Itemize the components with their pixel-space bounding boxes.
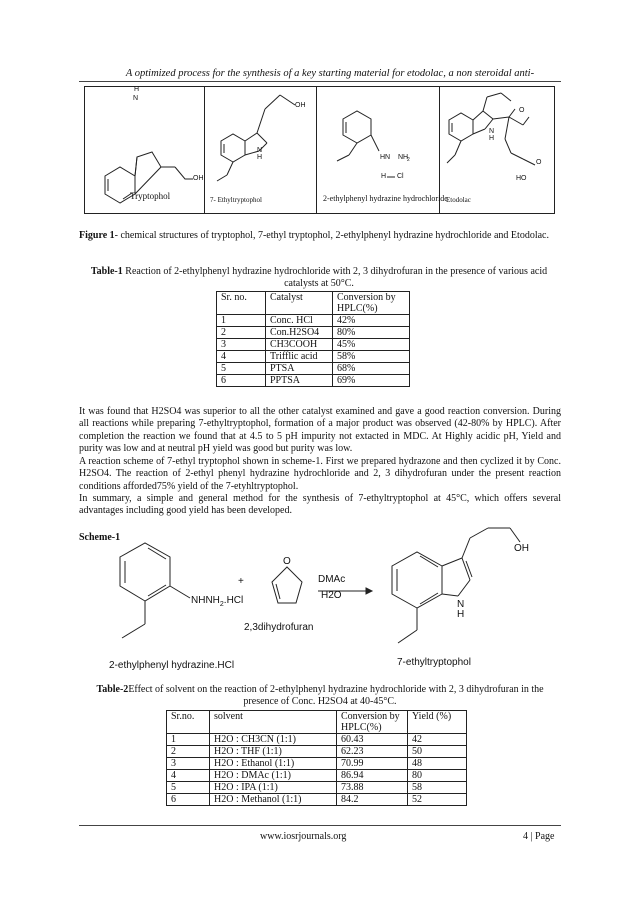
hydrazine-cl-label: Cl <box>397 173 404 180</box>
table-cell: 69% <box>333 375 410 387</box>
table-row <box>167 782 467 794</box>
table-header-cell: Sr. no. <box>217 292 266 315</box>
table-cell: Conc. HCl <box>266 315 333 327</box>
ethyltryptophol-n-label: N <box>257 147 263 154</box>
table-header-cell: Sr.no. <box>167 711 210 734</box>
scheme-reactant1-nhnh: NHNH <box>191 595 220 606</box>
table-cell: 6 <box>167 794 210 806</box>
etodolac-ho-label: HO <box>516 175 527 182</box>
table-1-caption-text: Reaction of 2-ethylphenyl hydrazine hydrochloride with 2, 3 dihydrofuran in the presence of various acid catalysts at 50°C. <box>122 266 548 289</box>
table-cell: 60.43 <box>337 734 408 746</box>
table-cell: 68% <box>333 363 410 375</box>
table-row <box>167 711 467 734</box>
table-cell: 84.2 <box>337 794 408 806</box>
hydrazine-hn-label: HN <box>380 154 391 161</box>
table-cell: H2O : CH3CN (1:1) <box>210 734 337 746</box>
table-cell: 5 <box>217 363 266 375</box>
table-cell: 6 <box>217 375 266 387</box>
table-cell: 2 <box>167 746 210 758</box>
table-cell: 3 <box>217 339 266 351</box>
table-cell: H2O : DMAc (1:1) <box>210 770 337 782</box>
table-2-caption-label: Table-2 <box>96 684 129 695</box>
table-cell: 73.88 <box>337 782 408 794</box>
table-header-cell: Catalyst <box>266 292 333 315</box>
ethyltryptophol-name: 7- Ethyltryptophol <box>210 196 262 204</box>
table-cell: 62.23 <box>337 746 408 758</box>
hydrazine-h-label: H <box>381 173 387 180</box>
scheme-1-label: Scheme-1 <box>79 532 121 543</box>
table-header-cell: Conversion by HPLC(%) <box>333 292 410 315</box>
scheme-reactant2-name: 2,3dihydrofuran <box>244 622 314 633</box>
hydrazine-name: 2-ethylphenyl hydrazine hydrochloride <box>323 194 448 203</box>
table-cell: 42% <box>333 315 410 327</box>
table-cell: 1 <box>167 734 210 746</box>
table-row <box>167 770 467 782</box>
table-cell: 2 <box>217 327 266 339</box>
scheme-product-h: H <box>457 609 465 620</box>
table-cell: 86.94 <box>337 770 408 782</box>
table-row <box>167 746 467 758</box>
figure-1-caption-label: Figure 1 <box>79 230 115 241</box>
table-cell: 52 <box>408 794 467 806</box>
table-cell: 5 <box>167 782 210 794</box>
table-cell: 4 <box>167 770 210 782</box>
table-row <box>167 758 467 770</box>
figure-1-caption-text: - chemical structures of tryptophol, 7-ethyl tryptophol, 2-ethylphenyl hydrazine hydrochloride and Etodolac. <box>114 230 549 241</box>
table-2-caption-text: Effect of solvent on the reaction of 2-ethylphenyl hydrazine hydrochloride with 2, 3 dihydrofuran in the presence of Conc. H2SO4 at 40-45°C. <box>128 684 544 707</box>
table-cell: 48 <box>408 758 467 770</box>
scheme-product-n: N <box>457 599 465 610</box>
scheme-reactant1-salt: .HCl <box>223 595 244 606</box>
table-row <box>167 794 467 806</box>
scheme-reactant1-group <box>191 595 243 608</box>
table-cell: 1 <box>217 315 266 327</box>
table-cell: 42 <box>408 734 467 746</box>
body-paragraph-1: It was found that H2SO4 was superior to all the other catalyst examined and gave a good reaction conversion. During all reactions while preparing 7-ethyltryptophol, formation of a major product was observed (42-80% by HPLC). After completion the reaction we found that at 4.5 to 5 pH impurity not extacted in MDC. At Highly acidic pH, Yield and purity was low and at neutral pH yield was good but purity was low. <box>79 406 561 454</box>
scheme-product-oh: OH <box>514 543 529 554</box>
hydrazine-nh-label: NH <box>398 154 409 161</box>
table-2-caption <box>79 684 561 708</box>
scheme-solvent-bottom: H2O <box>321 590 342 601</box>
scheme-reactant2-o: O <box>283 556 291 567</box>
ethyltryptophol-h-label: H <box>257 154 263 161</box>
scheme-solvent-top: DMAc <box>318 574 346 585</box>
scheme-reactant1-sub: 2 <box>219 601 224 608</box>
running-header: A optimized process for the synthesis of a key starting material for etodolac, a non steroidal anti- <box>125 68 535 79</box>
table-cell: Con.H2SO4 <box>266 327 333 339</box>
table-cell: Trifflic acid <box>266 351 333 363</box>
table-cell: H2O : Ethanol (1:1) <box>210 758 337 770</box>
table-cell: 58% <box>333 351 410 363</box>
hydrazine-sub-2: 2 <box>407 157 410 163</box>
table-1-caption-label: Table-1 <box>90 266 123 277</box>
table-cell: 4 <box>217 351 266 363</box>
table-cell: H2O : IPA (1:1) <box>210 782 337 794</box>
tryptophol-name: Tryptophol <box>130 191 171 201</box>
scheme-product-name: 7-ethyltryptophol <box>397 657 471 668</box>
scheme-plus: + <box>238 576 244 587</box>
ethyltryptophol-oh-label: OH <box>295 102 306 109</box>
table-cell: 80 <box>408 770 467 782</box>
table-cell: 70.99 <box>337 758 408 770</box>
table-row <box>167 734 467 746</box>
table-cell: PPTSA <box>266 375 333 387</box>
footer-url: www.iosrjournals.org <box>260 831 347 842</box>
table-header-cell: Conversion by HPLC(%) <box>337 711 408 734</box>
table-2 <box>166 710 467 806</box>
body-paragraph-2: A reaction scheme of 7-ethyl tryptophol shown in scheme-1. First we prepared hydrazone and then cyclized it by Conc. H2SO4. The reaction of 2-ethyl phenyl hydrazine hydrochloride and 2, 3 dihydrofuran under the present reaction conditions afforded75% yield of the 7-etyhltryptophol. <box>79 456 561 492</box>
scheme-reactant1-name: 2-ethylphenyl hydrazine.HCl <box>109 660 235 671</box>
tryptophol-oh-label: OH <box>193 175 204 182</box>
body-paragraph-3: In summary, a simple and general method for the synthesis of 7-ethyltryptophol at 45°C, which offers several advantages including good yield has been developed. <box>79 493 561 517</box>
table-header-cell: Yield (%) <box>408 711 467 734</box>
table-cell: CH3COOH <box>266 339 333 351</box>
table-cell: 3 <box>167 758 210 770</box>
footer-page-number: 4 | Page <box>523 831 555 842</box>
footer-rule <box>79 825 561 826</box>
etodolac-n-label: N <box>489 128 495 135</box>
table-cell: H2O : THF (1:1) <box>210 746 337 758</box>
etodolac-carbonyl-o-label: O <box>536 159 542 166</box>
table-cell: 58 <box>408 782 467 794</box>
etodolac-name: Etodolac <box>446 196 471 204</box>
table-cell: PTSA <box>266 363 333 375</box>
tryptophol-n-label: N <box>133 95 139 102</box>
etodolac-h-label: H <box>489 135 495 142</box>
table-cell: H2O : Methanol (1:1) <box>210 794 337 806</box>
table-header-cell: solvent <box>210 711 337 734</box>
table-cell: 45% <box>333 339 410 351</box>
etodolac-ring-o-label: O <box>519 107 525 114</box>
tryptophol-h-label: H <box>134 86 140 93</box>
table-cell: 80% <box>333 327 410 339</box>
table-cell: 50 <box>408 746 467 758</box>
